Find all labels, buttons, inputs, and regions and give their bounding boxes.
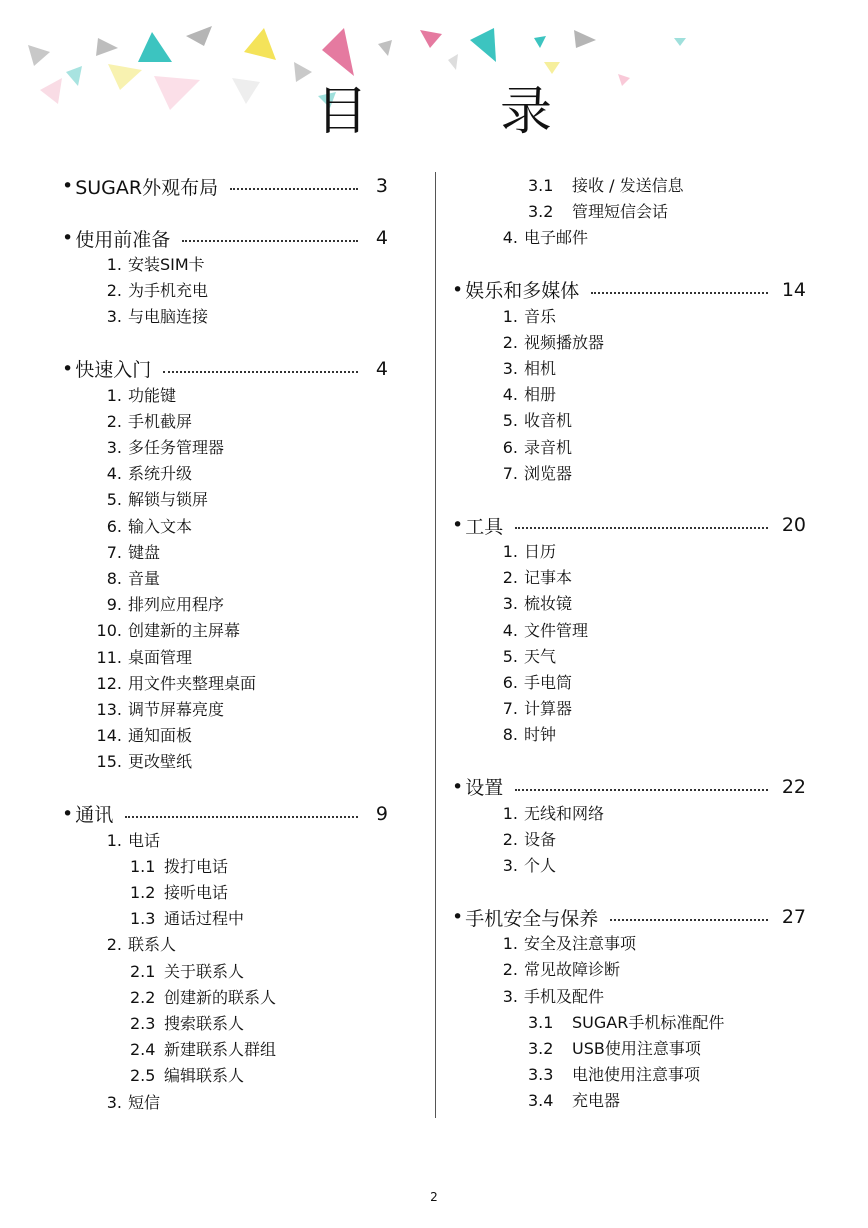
toc-item-label: 音量 bbox=[128, 569, 161, 588]
bullet-icon: • bbox=[62, 227, 74, 249]
toc-item-label: SUGAR手机标准配件 bbox=[572, 1012, 725, 1032]
toc-item-number: 7. bbox=[502, 463, 518, 483]
toc-item-number: 2. bbox=[106, 411, 122, 431]
toc-item[interactable] bbox=[492, 306, 556, 328]
toc-item-number: 3. bbox=[106, 438, 122, 457]
toc-item-number: 3. bbox=[502, 986, 518, 1006]
toc-item-number: 4. bbox=[502, 620, 518, 640]
toc-section-entry[interactable] bbox=[62, 355, 388, 383]
toc-subitem[interactable] bbox=[130, 1013, 244, 1035]
toc-section-entry[interactable] bbox=[62, 224, 388, 252]
bullet-icon: • bbox=[62, 802, 74, 825]
toc-item[interactable] bbox=[492, 227, 588, 249]
toc-item[interactable] bbox=[92, 280, 208, 302]
toc-item-number: 4. bbox=[502, 228, 518, 248]
toc-item[interactable] bbox=[92, 385, 176, 407]
page-number: 2 bbox=[430, 1190, 438, 1204]
toc-item[interactable] bbox=[92, 306, 208, 328]
dot-leader bbox=[182, 240, 358, 242]
toc-section-title: 工具 bbox=[465, 515, 504, 538]
toc-item[interactable] bbox=[492, 803, 604, 825]
toc-item-number: 8. bbox=[502, 725, 518, 745]
toc-section-title: 使用前准备 bbox=[75, 228, 171, 251]
toc-subitem[interactable] bbox=[528, 1038, 701, 1060]
toc-section-title: 娱乐和多媒体 bbox=[465, 280, 580, 303]
toc-item-number: 1. bbox=[502, 934, 518, 954]
toc-item[interactable] bbox=[492, 384, 556, 406]
toc-item-label: 记事本 bbox=[524, 568, 573, 588]
toc-item-number: 1. bbox=[502, 306, 518, 326]
toc-section-page: 20 bbox=[781, 514, 806, 536]
toc-item-number: 1. bbox=[502, 542, 518, 561]
toc-section-title: SUGAR外观布局 bbox=[75, 176, 219, 199]
toc-section-title: 快速入门 bbox=[75, 359, 152, 382]
bullet-icon: • bbox=[452, 514, 464, 536]
toc-item[interactable] bbox=[492, 933, 636, 955]
toc-subitem[interactable] bbox=[130, 856, 228, 878]
toc-item-label: 天气 bbox=[524, 646, 557, 666]
toc-item-label: 通知面板 bbox=[128, 726, 193, 746]
dot-leader bbox=[515, 789, 768, 791]
toc-item-label: 联系人 bbox=[128, 935, 177, 955]
toc-item-label: 梳妆镜 bbox=[524, 594, 573, 614]
toc-item-number: 2.3 bbox=[130, 1014, 156, 1033]
toc-item[interactable] bbox=[492, 855, 556, 877]
toc-item-number: 13. bbox=[96, 700, 122, 719]
toc-item-label: 充电器 bbox=[572, 1091, 621, 1111]
toc-item-number: 2.2 bbox=[130, 987, 156, 1007]
bullet-icon: • bbox=[452, 775, 464, 798]
toc-item-label: 日历 bbox=[524, 542, 557, 561]
toc-item-number: 5. bbox=[502, 411, 518, 431]
toc-item[interactable] bbox=[92, 594, 224, 616]
toc-item-label: 相机 bbox=[524, 359, 557, 378]
bullet-icon: • bbox=[452, 906, 464, 929]
toc-section-entry[interactable] bbox=[452, 276, 806, 304]
toc-item-label: 管理短信会话 bbox=[572, 202, 669, 222]
toc-item-label: 编辑联系人 bbox=[164, 1066, 245, 1086]
toc-item-number: 8. bbox=[106, 569, 122, 588]
toc-item-label: 电话 bbox=[128, 830, 161, 850]
toc-subitem[interactable] bbox=[528, 1012, 724, 1034]
toc-item-number: 1. bbox=[502, 803, 518, 823]
toc-item-number: 2.4 bbox=[130, 1040, 156, 1060]
toc-item-label: 个人 bbox=[524, 856, 557, 875]
toc-item-number: 1.3 bbox=[130, 909, 156, 929]
toc-item-number: 2. bbox=[106, 281, 122, 301]
toc-item-label: 电池使用注意事项 bbox=[572, 1065, 701, 1085]
toc-subitem[interactable] bbox=[130, 908, 244, 930]
toc-subitem[interactable] bbox=[130, 1065, 244, 1087]
dot-leader bbox=[125, 816, 358, 818]
toc-item-label: 创建新的主屏幕 bbox=[128, 621, 241, 641]
toc-item-number: 15. bbox=[96, 752, 122, 772]
toc-section-page: 4 bbox=[375, 357, 388, 380]
toc-item-label: USB使用注意事项 bbox=[572, 1039, 701, 1058]
toc-item[interactable] bbox=[92, 673, 256, 695]
toc-item-label: 收音机 bbox=[524, 411, 573, 431]
toc-item-label: 与电脑连接 bbox=[128, 307, 209, 327]
toc-section-page: 27 bbox=[781, 906, 806, 929]
toc-item-label: 接听电话 bbox=[164, 883, 229, 902]
toc-item-number: 3.2 bbox=[528, 202, 554, 222]
toc-item[interactable] bbox=[92, 620, 240, 642]
toc-item-label: 手机截屏 bbox=[128, 411, 193, 431]
toc-item-number: 6. bbox=[502, 437, 518, 457]
toc-item-label: 录音机 bbox=[524, 437, 573, 457]
toc-item[interactable] bbox=[92, 830, 160, 852]
toc-item[interactable] bbox=[492, 541, 556, 563]
toc-item-label: 通话过程中 bbox=[164, 909, 245, 929]
toc-item-label: 调节屏幕亮度 bbox=[128, 700, 225, 719]
toc-subitem[interactable] bbox=[528, 1064, 700, 1086]
toc-item-number: 12. bbox=[96, 673, 122, 693]
toc-item[interactable] bbox=[492, 959, 620, 981]
toc-subitem[interactable] bbox=[528, 201, 668, 223]
toc-item-label: 音乐 bbox=[524, 306, 557, 326]
toc-item[interactable] bbox=[92, 725, 192, 747]
toc-item-label: 接收 / 发送信息 bbox=[572, 176, 684, 195]
toc-item[interactable] bbox=[92, 489, 208, 511]
toc-item[interactable] bbox=[92, 647, 192, 669]
toc-section-entry[interactable] bbox=[452, 511, 806, 539]
toc-item-number: 1.1 bbox=[130, 856, 156, 876]
toc-item-number: 7. bbox=[106, 542, 122, 562]
dot-leader bbox=[230, 188, 358, 190]
toc-item-label: 手机及配件 bbox=[524, 986, 605, 1006]
toc-item[interactable] bbox=[92, 437, 224, 459]
column-divider bbox=[435, 172, 436, 1118]
toc-item[interactable] bbox=[492, 646, 556, 668]
toc-subitem[interactable] bbox=[528, 175, 684, 197]
toc-item-label: 系统升级 bbox=[128, 464, 193, 484]
toc-item[interactable] bbox=[492, 829, 556, 851]
toc-item-label: 解锁与锁屏 bbox=[128, 490, 209, 510]
toc-item-label: 无线和网络 bbox=[524, 803, 605, 823]
toc-item[interactable] bbox=[92, 751, 192, 773]
dot-leader bbox=[163, 371, 358, 373]
toc-item-label: 常见故障诊断 bbox=[524, 960, 621, 980]
dot-leader bbox=[610, 919, 768, 921]
bullet-icon: • bbox=[452, 278, 464, 301]
toc-subitem[interactable] bbox=[130, 1039, 276, 1061]
toc-section-page: 9 bbox=[375, 802, 388, 825]
toc-item[interactable] bbox=[492, 358, 556, 380]
toc-item-number: 3.1 bbox=[528, 1012, 554, 1032]
toc-item-label: 键盘 bbox=[128, 542, 161, 562]
toc-item-number: 2. bbox=[502, 568, 518, 588]
toc-item[interactable] bbox=[492, 437, 572, 459]
toc-item[interactable] bbox=[492, 410, 572, 432]
toc-item[interactable] bbox=[492, 567, 572, 589]
toc-item-number: 2. bbox=[106, 935, 122, 955]
toc-section-page: 14 bbox=[781, 278, 806, 301]
toc-item[interactable] bbox=[92, 411, 192, 433]
toc-item[interactable] bbox=[92, 463, 192, 485]
toc-item[interactable] bbox=[92, 1092, 160, 1114]
dot-leader bbox=[591, 292, 768, 294]
toc-item-number: 5. bbox=[106, 490, 122, 510]
toc-item-number: 10. bbox=[96, 621, 122, 641]
toc-section-entry[interactable] bbox=[62, 172, 388, 200]
toc-section-entry[interactable] bbox=[452, 903, 806, 931]
toc-item-label: 安全及注意事项 bbox=[524, 934, 637, 954]
toc-item-label: 手电筒 bbox=[524, 673, 573, 692]
toc-section-title: 通讯 bbox=[75, 804, 114, 827]
toc-item-label: 搜索联系人 bbox=[164, 1014, 245, 1033]
toc-item-label: 多任务管理器 bbox=[128, 438, 225, 457]
toc-item-number: 1.2 bbox=[130, 883, 156, 902]
toc-item[interactable] bbox=[92, 699, 224, 721]
toc-item-number: 3. bbox=[106, 307, 122, 327]
toc-item-label: 浏览器 bbox=[524, 463, 573, 483]
toc-item-number: 1. bbox=[106, 385, 122, 405]
toc-item[interactable] bbox=[492, 593, 572, 615]
toc-item-label: 电子邮件 bbox=[524, 228, 589, 248]
toc-item-number: 6. bbox=[502, 673, 518, 692]
dot-leader bbox=[515, 527, 768, 529]
toc-item-number: 2. bbox=[502, 829, 518, 849]
toc-item-label: 设备 bbox=[524, 829, 557, 849]
toc-section-page: 4 bbox=[375, 227, 388, 249]
toc-item[interactable] bbox=[92, 516, 192, 538]
toc-item-number: 3.3 bbox=[528, 1065, 554, 1085]
bullet-icon: • bbox=[62, 175, 74, 197]
toc-item-number: 2. bbox=[502, 960, 518, 980]
toc-item-number: 3. bbox=[502, 359, 518, 378]
toc-item-label: 输入文本 bbox=[128, 516, 193, 536]
toc-item-label: 更改壁纸 bbox=[128, 752, 193, 772]
bullet-icon: • bbox=[62, 357, 74, 380]
toc-item[interactable] bbox=[92, 568, 160, 590]
toc-item-number: 5. bbox=[502, 646, 518, 666]
toc-item-label: 新建联系人群组 bbox=[164, 1040, 277, 1060]
toc-section-entry[interactable] bbox=[62, 800, 388, 828]
toc-item-label: 时钟 bbox=[524, 725, 557, 745]
toc-item-label: 相册 bbox=[524, 385, 557, 405]
toc-section-title: 手机安全与保养 bbox=[465, 907, 599, 930]
toc-item-number: 3.1 bbox=[528, 176, 554, 195]
toc-subitem[interactable] bbox=[130, 961, 244, 983]
toc-item-number: 3.4 bbox=[528, 1091, 554, 1111]
toc-item-label: 拨打电话 bbox=[164, 856, 229, 876]
toc-item-number: 2.1 bbox=[130, 961, 156, 981]
toc-item-label: 功能键 bbox=[128, 385, 177, 405]
toc-item-label: 关于联系人 bbox=[164, 961, 245, 981]
toc-item[interactable] bbox=[492, 724, 556, 746]
toc-section-page: 22 bbox=[781, 775, 806, 798]
toc-item[interactable] bbox=[492, 672, 572, 694]
toc-item-number: 11. bbox=[96, 647, 122, 667]
toc-item-number: 9. bbox=[106, 595, 122, 615]
toc-item[interactable] bbox=[92, 254, 205, 276]
toc-item-number: 3. bbox=[502, 594, 518, 614]
toc-item[interactable] bbox=[92, 934, 176, 956]
toc-item[interactable] bbox=[492, 698, 572, 720]
toc-item[interactable] bbox=[492, 986, 604, 1008]
toc-section-title: 设置 bbox=[465, 777, 504, 800]
toc-section-page: 3 bbox=[375, 175, 388, 197]
toc-item-number: 3. bbox=[502, 856, 518, 875]
page-title: 目 录 bbox=[315, 82, 592, 142]
toc-item-number: 14. bbox=[96, 726, 122, 746]
toc-item-label: 视频播放器 bbox=[524, 332, 605, 352]
toc-subitem[interactable] bbox=[528, 1090, 620, 1112]
toc-item-label: 计算器 bbox=[524, 699, 573, 719]
toc-item-label: 排列应用程序 bbox=[128, 595, 225, 615]
toc-item[interactable] bbox=[492, 620, 588, 642]
toc-item-number: 1. bbox=[106, 830, 122, 850]
toc-item[interactable] bbox=[92, 542, 160, 564]
toc-subitem[interactable] bbox=[130, 882, 228, 904]
toc-item-number: 4. bbox=[106, 464, 122, 484]
toc-item-label: 为手机充电 bbox=[128, 281, 209, 301]
toc-item-number: 6. bbox=[106, 516, 122, 536]
toc-item-number: 1. bbox=[106, 255, 122, 274]
toc-item-label: 创建新的联系人 bbox=[164, 987, 277, 1007]
toc-item-number: 2. bbox=[502, 332, 518, 352]
toc-item-number: 4. bbox=[502, 385, 518, 405]
toc-item-label: 文件管理 bbox=[524, 620, 589, 640]
toc-item-label: 安装SIM卡 bbox=[128, 255, 205, 274]
toc-item-number: 7. bbox=[502, 699, 518, 719]
toc-item-label: 短信 bbox=[128, 1092, 161, 1112]
toc-item-number: 3.2 bbox=[528, 1039, 554, 1058]
toc-item[interactable] bbox=[492, 332, 604, 354]
toc-item-label: 桌面管理 bbox=[128, 647, 193, 667]
toc-subitem[interactable] bbox=[130, 987, 276, 1009]
toc-section-entry[interactable] bbox=[452, 773, 806, 801]
toc-item[interactable] bbox=[492, 463, 572, 485]
toc-item-label: 用文件夹整理桌面 bbox=[128, 673, 257, 693]
toc-item-number: 3. bbox=[106, 1092, 122, 1112]
toc-item-number: 2.5 bbox=[130, 1066, 156, 1086]
